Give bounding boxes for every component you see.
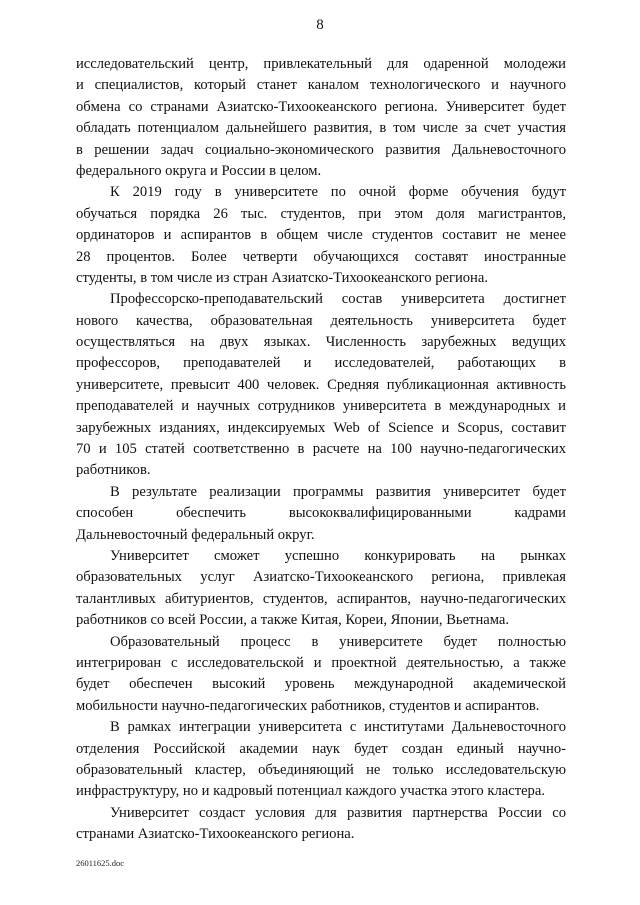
paragraph-line: Образовательный процесс в университете будет полностью	[110, 633, 566, 650]
paragraph-line: мобильности научно-педагогических работников, студентов и аспирантов.	[76, 697, 540, 714]
paragraph-line: Дальневосточный федеральный округ.	[76, 526, 315, 543]
paragraph-line: К 2019 году в университете по очной форме обучения будут	[110, 184, 566, 201]
paragraph-line: В рамках интеграции университета с институтами Дальневосточного	[110, 719, 566, 736]
paragraph	[76, 803, 566, 846]
paragraph-line: инфраструктуру, но и кадровый потенциал каждого участка этого кластера.	[76, 783, 545, 800]
paragraph-line: зарубежных изданиях, индексируемых Web of Science и Scopus, составит	[76, 419, 566, 436]
paragraph	[76, 182, 566, 289]
paragraph-line: федерального округа и России в целом.	[76, 162, 322, 179]
paragraph-line: обучаться порядка 26 тыс. студентов, при этом доля магистрантов,	[76, 205, 566, 222]
paragraph-line: преподавателей и научных сотрудников университета в международных и	[76, 398, 566, 415]
paragraph-line: студенты, в том числе из стран Азиатско-Тихоокеанского региона.	[76, 269, 488, 286]
paragraph-line: Университет создаст условия для развития партнерства России со	[110, 804, 566, 821]
paragraph-line: 70 и 105 статей соответственно в расчете на 100 научно-педагогических	[76, 441, 566, 458]
page-number: 8	[316, 17, 324, 33]
paragraph-line: будет обеспечен высокий уровень международной академической	[76, 676, 566, 693]
paragraph-line: нового качества, образовательная деятельность университета будет	[76, 312, 566, 329]
paragraph-line: осуществляться на двух языках. Численность зарубежных ведущих	[76, 334, 566, 351]
paragraph-line: профессоров, преподавателей и исследователей, работающих в	[76, 355, 566, 372]
paragraph-line: талантливых абитуриентов, студентов, аспирантов, научно-педагогических	[76, 590, 566, 607]
paragraph-line: обладать потенциалом дальнейшего развития, в том числе за счет участия	[76, 120, 566, 137]
document-body	[76, 54, 566, 845]
paragraph-line: и специалистов, который станет каналом технологического и научного	[76, 77, 566, 94]
paragraph-line: образовательный кластер, объединяющий не только исследовательскую	[76, 761, 566, 778]
paragraph-line: работников.	[76, 462, 151, 479]
paragraph-line: университете, превысит 400 человек. Средняя публикационная активность	[76, 376, 566, 393]
paragraph	[76, 632, 566, 718]
paragraph-line: интегрирован с исследовательской и проектной деятельностью, а также	[76, 654, 566, 671]
paragraph	[76, 289, 566, 482]
paragraph-line: в решении задач социально-экономического развития Дальневосточного	[76, 141, 566, 158]
paragraph-line: способен обеспечить высококвалифицированными кадрами	[76, 505, 566, 522]
paragraph	[76, 54, 566, 182]
paragraph-line: странами Азиатско-Тихоокеанского региона.	[76, 826, 355, 843]
paragraph-line: 28 процентов. Более четверти обучающихся составят иностранные	[76, 248, 566, 265]
paragraph	[76, 482, 566, 546]
paragraph-line: ординаторов и аспирантов в общем числе студентов составит не менее	[76, 227, 566, 244]
paragraph-line: отделения Российской академии наук будет создан единый научно-	[76, 740, 566, 757]
paragraph-line: Университет сможет успешно конкурировать на рынках	[110, 547, 566, 564]
paragraph	[76, 546, 566, 632]
paragraph-line: Профессорско-преподавательский состав университета достигнет	[110, 291, 566, 308]
footer-filename: 26011625.doc	[76, 858, 125, 868]
paragraph-line: В результате реализации программы развития университет будет	[110, 483, 566, 500]
paragraph-line: образовательных услуг Азиатско-Тихоокеанского региона, привлекая	[76, 569, 566, 586]
paragraph	[76, 717, 566, 803]
paragraph-line: обмена со странами Азиатско-Тихоокеанского региона. Университет будет	[76, 98, 566, 115]
paragraph-line: исследовательский центр, привлекательный для одаренной молодежи	[76, 56, 566, 72]
paragraph-line: работников со всей России, а также Китая, Кореи, Японии, Вьетнама.	[76, 612, 509, 629]
